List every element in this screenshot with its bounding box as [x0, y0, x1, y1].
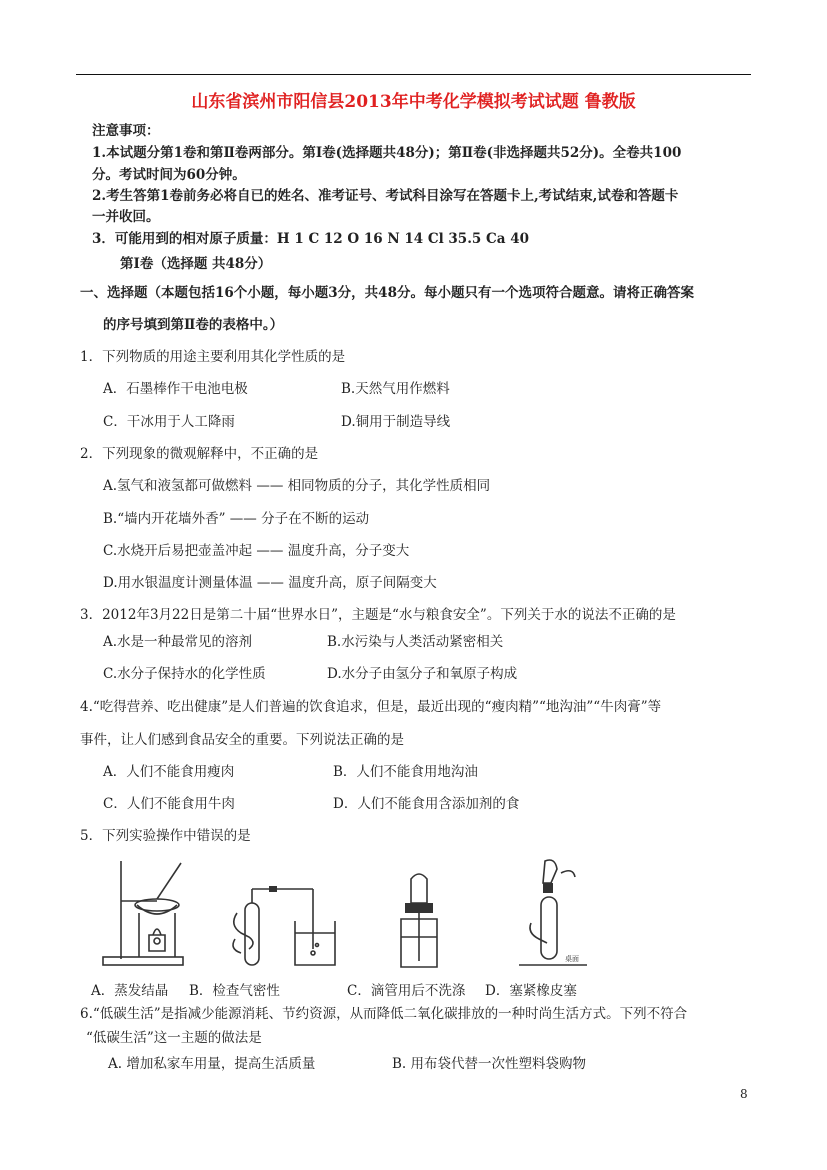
notes-item-1-line-2: 分。考试时间为60分钟。 [92, 167, 246, 183]
stopper-test-tube-illustration [519, 860, 587, 965]
q5-stem: 5．下列实验操作中错误的是 [80, 828, 251, 844]
q3-option-a: A.水是一种最常见的溶剂 [103, 634, 253, 650]
q4-option-b: B．人们不能食用地沟油 [333, 764, 478, 780]
part-instructions-line-2: 的序号填到第Ⅱ卷的表格中。） [103, 317, 284, 333]
page-title: 山东省滨州市阳信县2013年中考化学模拟考试试题 鲁教版 [191, 92, 636, 112]
dropper-bottle-illustration [401, 874, 437, 967]
q4-option-d: D．人们不能食用含添加剂的食 [333, 796, 520, 812]
q5-option-b: B．检查气密性 [189, 983, 280, 999]
q6-stem-line-2: “低碳生活”这一主题的做法是 [86, 1030, 262, 1046]
q1-stem: 1．下列物质的用途主要利用其化学性质的是 [80, 349, 346, 365]
q6-option-a: A. 增加私家车用量，提高生活质量 [108, 1056, 316, 1072]
section-heading: 第Ⅰ卷（选择题 共48分） [120, 256, 272, 272]
desk-label: 桌面 [565, 955, 579, 963]
notes-heading: 注意事项： [92, 123, 160, 139]
q2-option-c: C.水烧开后易把壶盖冲起 —— 温度升高，分子变大 [103, 543, 410, 559]
q1-option-c: C．干冰用于人工降雨 [103, 414, 235, 430]
q4-stem-line-1: 4.“吃得营养、吃出健康”是人们普遍的饮食追求，但是，最近出现的“瘦肉精”“地沟油”“牛肉膏”等 [80, 699, 662, 715]
q5-option-c: C．滴管用后不洗涤 [347, 983, 466, 999]
page-number: 8 [740, 1087, 748, 1101]
notes-item-1-line-1: 1.本试题分第1卷和第Ⅱ卷两部分。第Ⅰ卷(选择题共48分)；第Ⅱ卷(非选择题共52分)。全卷共100 [92, 145, 682, 161]
notes-item-3: 3．可能用到的相对原子质量：H 1 C 12 O 16 N 14 Cl 35.5 Ca 40 [92, 231, 529, 247]
notes-item-2-line-1: 2.考生答第1卷前务必将自已的姓名、准考证号、考试科目涂写在答题卡上,考试结束,试卷和答题卡 [92, 188, 679, 204]
part-instructions-line-1: 一、选择题（本题包括16个小题，每小题3分，共48分。每小题只有一个选项符合题意。请将正确答案 [80, 285, 694, 301]
q4-option-c: C．人们不能食用牛肉 [103, 796, 235, 812]
lab-apparatus-figure [99, 853, 589, 975]
q1-option-b: B.天然气用作燃料 [341, 381, 450, 397]
q4-stem-line-2: 事件，让人们感到食品安全的重要。下列说法正确的是 [80, 732, 404, 748]
q5-option-a: A．蒸发结晶 [91, 983, 169, 999]
q1-option-a: A．石墨棒作干电池电极 [103, 381, 248, 397]
header-rule [76, 74, 751, 75]
q2-option-a: A.氢气和液氢都可做燃料 —— 相同物质的分子，其化学性质相同 [103, 478, 491, 494]
notes-item-2-line-2: 一并收回。 [92, 209, 160, 225]
q3-option-d: D.水分子由氢分子和氧原子构成 [327, 666, 518, 682]
q1-option-d: D.铜用于制造导线 [341, 414, 451, 430]
airtightness-check-illustration [233, 886, 335, 965]
evaporation-apparatus-illustration [103, 861, 183, 965]
q2-stem: 2．下列现象的微观解释中，不正确的是 [80, 446, 319, 462]
q5-option-d: D．塞紧橡皮塞 [485, 983, 577, 999]
q6-option-b: B. 用布袋代替一次性塑料袋购物 [392, 1056, 587, 1072]
q3-option-c: C.水分子保持水的化学性质 [103, 666, 266, 682]
q4-option-a: A．人们不能食用瘦肉 [103, 764, 235, 780]
q3-stem: 3．2012年3月22日是第二十届“世界水日”，主题是“水与粮食安全”。下列关于水的说法不正确的是 [80, 607, 676, 623]
q3-option-b: B.水污染与人类活动紧密相关 [327, 634, 504, 650]
q2-option-d: D.用水银温度计测量体温 —— 温度升高，原子间隔变大 [103, 575, 437, 591]
q6-stem-line-1: 6.“低碳生活”是指减少能源消耗、节约资源，从而降低二氧化碳排放的一种时尚生活方式。下列不符合 [80, 1006, 688, 1022]
q2-option-b: B.“墙内开花墙外香” —— 分子在不断的运动 [103, 511, 370, 527]
